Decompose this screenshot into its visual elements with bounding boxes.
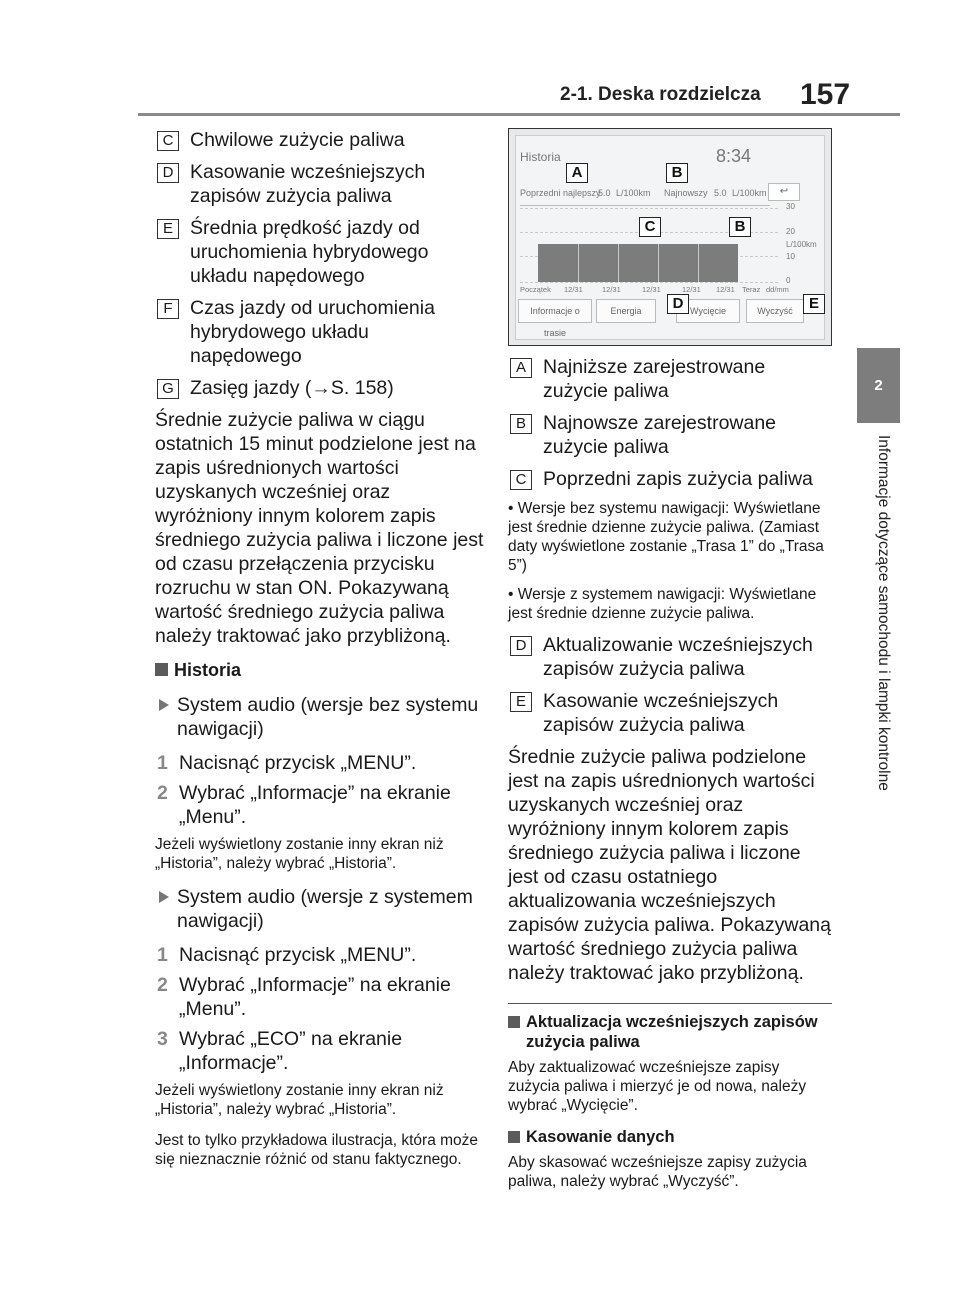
callout-tag: A bbox=[510, 358, 532, 378]
label-text: Najniższe zarejestrowane zużycie paliwa bbox=[543, 356, 766, 402]
energy-button[interactable]: Energia bbox=[596, 299, 656, 323]
label-item bbox=[508, 467, 832, 491]
chapter-tab: 2 bbox=[857, 348, 900, 423]
body-paragraph: Średnie zużycie paliwa podzielone jest na zapis uśrednionych wartości uzyskanych wcześniej oraz wyróżniony innym kolorem zapis średniego zużycia paliwa i liczone jest od czasu ostatniego aktualizowania wcześniejszych zapisów zużycia paliwa. Pokazywaną wartość średniego zużycia paliwa należy traktować jako przybliżoną. bbox=[508, 746, 831, 984]
callout-tag: B bbox=[510, 414, 532, 434]
label-item bbox=[508, 355, 832, 403]
label-item bbox=[155, 296, 485, 368]
label-item bbox=[155, 160, 485, 208]
label-text: Aktualizowanie wcześniejszych zapisów zużycia paliwa bbox=[543, 634, 813, 680]
subsection-text: Aby skasować wcześniejsze zapisy zużycia paliwa, należy wybrać „Wyczyść”. bbox=[508, 1154, 807, 1190]
triangle-arrow-icon bbox=[159, 891, 169, 903]
label-text: Najnowsze zarejestrowane zużycie paliwa bbox=[543, 412, 777, 458]
step-text: Nacisnąć przycisk „MENU”. bbox=[179, 752, 417, 774]
square-bullet-icon bbox=[508, 1131, 520, 1143]
cut-button[interactable]: Wycięcie bbox=[676, 299, 740, 323]
best-record-unit: L/100km bbox=[616, 188, 651, 198]
step-text: Nacisnąć przycisk „MENU”. bbox=[179, 944, 417, 966]
latest-record-unit: L/100km bbox=[732, 188, 767, 198]
gridline bbox=[520, 208, 778, 210]
subsection-text: Aby zaktualizować wcześniejsze zapisy zużycia paliwa i mierzyć je od nowa, należy wybrać „Wycięcie”. bbox=[508, 1059, 807, 1114]
step-text: Wybrać „Informacje” na ekranie „Menu”. bbox=[179, 974, 451, 1020]
back-button[interactable]: ↩ bbox=[768, 183, 800, 201]
right-column bbox=[508, 355, 832, 1203]
callout-d: D bbox=[667, 294, 689, 314]
label-item bbox=[508, 411, 832, 459]
callout-tag: F bbox=[157, 299, 179, 319]
callout-a: A bbox=[566, 163, 588, 183]
label-text: Kasowanie wcześniejszych zapisów zużycia paliwa bbox=[543, 690, 779, 736]
step-item bbox=[155, 973, 485, 1021]
label-item bbox=[155, 128, 485, 152]
bar-separator bbox=[658, 244, 659, 282]
latest-record-value: 5.0 bbox=[714, 188, 727, 198]
label-text: Czas jazdy od uruchomienia hybrydowego układu napędowego bbox=[190, 297, 435, 367]
body-paragraph: Średnie zużycie paliwa w ciągu ostatnich 15 minut podzielone jest na zapis uśrednionych wartości uzyskanych wcześniej oraz wyróżniony innym kolorem zapis średniego zużycia paliwa i liczone jest od czasu przełączenia przycisku rozruchu w stan ON. Pokazywaną wartość średniego zużycia paliwa należy traktować jako przybliżoną. bbox=[155, 409, 484, 647]
page-number: 157 bbox=[800, 78, 851, 111]
screen-divider bbox=[520, 205, 770, 206]
callout-b-2: B bbox=[729, 217, 751, 237]
axis-tick: 0 bbox=[786, 276, 791, 285]
left-column bbox=[155, 128, 485, 1181]
step-item bbox=[155, 1027, 485, 1075]
label-text: Poprzedni zapis zużycia paliwa bbox=[543, 468, 813, 490]
gridline bbox=[520, 282, 778, 284]
axis-unit: L/100km bbox=[786, 240, 817, 249]
x-label: dd/mm bbox=[766, 285, 789, 294]
history-screen-figure bbox=[508, 128, 832, 346]
section-heading-text: Historia bbox=[174, 660, 242, 680]
square-bullet-icon bbox=[508, 1016, 520, 1028]
step-number: 3 bbox=[157, 1028, 168, 1050]
callout-e: E bbox=[803, 294, 825, 314]
axis-tick: 30 bbox=[786, 202, 795, 211]
axis-tick: 10 bbox=[786, 252, 795, 261]
chapter-title: Informacje dotyczące samochodu i lampki kontrolne bbox=[875, 435, 892, 791]
trip-info-button[interactable]: Informacje o trasie bbox=[518, 299, 592, 323]
note-text: Jeżeli wyświetlony zostanie inny ekran niż „Historia”, należy wybrać „Historia”. bbox=[155, 836, 444, 872]
callout-tag: E bbox=[510, 692, 532, 712]
subsection-heading bbox=[508, 1012, 832, 1052]
callout-tag: G bbox=[157, 379, 179, 399]
best-record-value: 5.0 bbox=[598, 188, 611, 198]
step-item bbox=[155, 751, 485, 775]
x-label: 12/31 bbox=[564, 285, 583, 294]
callout-c: C bbox=[639, 217, 661, 237]
x-label: 12/31 bbox=[642, 285, 661, 294]
callout-tag: C bbox=[510, 470, 532, 490]
note-text: Jeżeli wyświetlony zostanie inny ekran niż „Historia”, należy wybrać „Historia”. bbox=[155, 1082, 444, 1118]
label-item bbox=[508, 633, 832, 681]
screen-clock: 8:34 bbox=[716, 146, 752, 166]
latest-record-label: Najnowszy bbox=[664, 188, 708, 198]
callout-b: B bbox=[666, 163, 688, 183]
x-label: 12/31 bbox=[602, 285, 621, 294]
label-item bbox=[155, 216, 485, 288]
step-item bbox=[155, 943, 485, 967]
step-number: 2 bbox=[157, 974, 168, 996]
header-divider bbox=[138, 113, 900, 116]
label-text: Zasięg jazdy (→S. 158) bbox=[190, 377, 394, 399]
x-label: Teraz bbox=[742, 285, 761, 294]
callout-tag: E bbox=[157, 219, 179, 239]
axis-tick: 20 bbox=[786, 227, 795, 236]
step-item bbox=[155, 781, 485, 829]
condition-item bbox=[155, 693, 485, 741]
condition-text: System audio (wersje z systemem nawigacji) bbox=[177, 886, 473, 932]
label-item bbox=[508, 689, 832, 737]
clear-button[interactable]: Wyczyść bbox=[746, 299, 804, 323]
bullet-note: • Wersje z systemem nawigacji: Wyświetlane jest średnie dzienne zużycie paliwa. bbox=[508, 586, 817, 622]
condition-item bbox=[155, 885, 485, 933]
condition-text: System audio (wersje bez systemu nawigacji) bbox=[177, 694, 479, 740]
consumption-bars bbox=[538, 244, 738, 282]
section-heading bbox=[155, 660, 485, 681]
section-title: 2-1. Deska rozdzielcza bbox=[560, 84, 761, 105]
illustration-note: Jest to tylko przykładowa ilustracja, która może się nieznacznie różnić od stanu faktycznego. bbox=[155, 1132, 479, 1168]
x-label: 12/31 bbox=[716, 285, 735, 294]
label-item bbox=[155, 376, 485, 400]
label-text: Średnia prędkość jazdy od uruchomienia hybrydowego układu napędowego bbox=[190, 217, 429, 287]
subsection-heading-text: Aktualizacja wcześniejszych zapisów zużycia paliwa bbox=[526, 1013, 818, 1051]
triangle-arrow-icon bbox=[159, 699, 169, 711]
bullet-note: • Wersje bez systemu nawigacji: Wyświetlane jest średnie dzienne zużycie paliwa. (Zamiast daty wyświetlone zostanie „Trasa 1” do „Trasa 5”) bbox=[508, 500, 824, 574]
step-number: 1 bbox=[157, 944, 168, 966]
callout-tag: D bbox=[157, 163, 179, 183]
x-label: Początek bbox=[520, 285, 551, 294]
callout-tag: D bbox=[510, 636, 532, 656]
bar-separator bbox=[698, 244, 699, 282]
best-record-label: Poprzedni najlepszy bbox=[520, 188, 601, 198]
bar-separator bbox=[618, 244, 619, 282]
label-text: Kasowanie wcześniejszych zapisów zużycia paliwa bbox=[190, 161, 426, 207]
bar-separator bbox=[578, 244, 579, 282]
x-label: 12/31 bbox=[682, 285, 701, 294]
label-text: Chwilowe zużycie paliwa bbox=[190, 129, 405, 151]
subsection-heading-text: Kasowanie danych bbox=[526, 1128, 675, 1146]
section-divider bbox=[508, 1003, 832, 1004]
callout-tag: C bbox=[157, 131, 179, 151]
step-text: Wybrać „ECO” na ekranie „Informacje”. bbox=[179, 1028, 403, 1074]
step-text: Wybrać „Informacje” na ekranie „Menu”. bbox=[179, 782, 451, 828]
step-number: 2 bbox=[157, 782, 168, 804]
screen-title: Historia bbox=[520, 150, 561, 164]
square-bullet-icon bbox=[155, 663, 168, 676]
subsection-heading bbox=[508, 1127, 832, 1147]
step-number: 1 bbox=[157, 752, 168, 774]
